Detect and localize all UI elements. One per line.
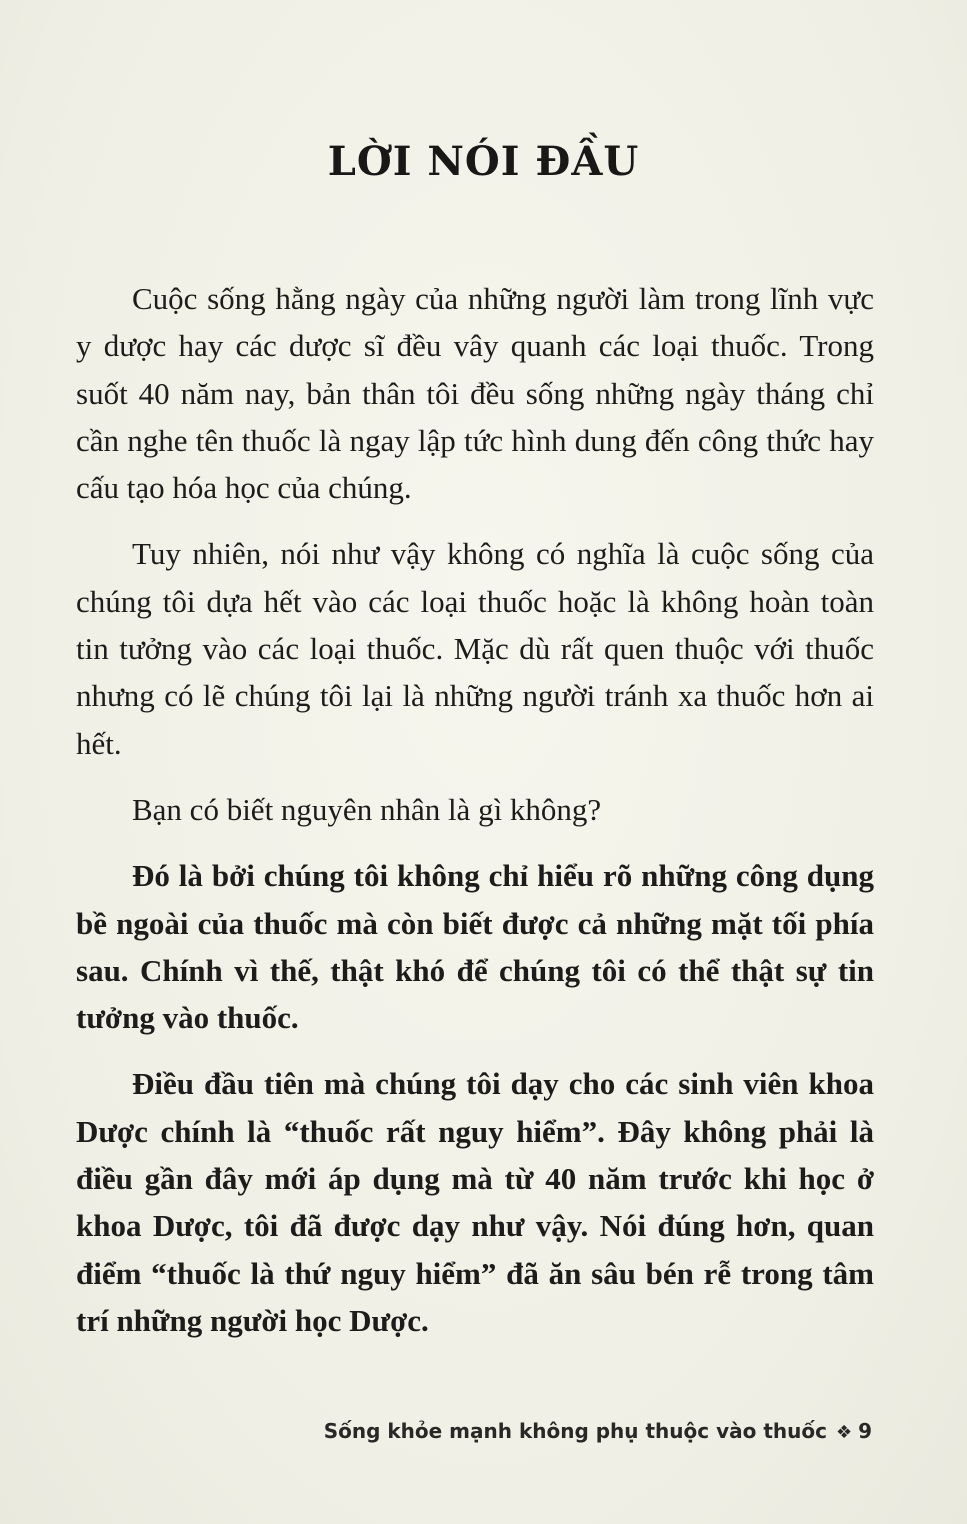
footer-book-title: Sống khỏe mạnh không phụ thuộc vào thuốc bbox=[323, 1419, 827, 1443]
paragraph-4-bold: Đó là bởi chúng tôi không chỉ hiểu rõ những công dụng bề ngoài của thuốc mà còn biết được cả những mặt tối phía sau. Chính vì thế, thật khó để chúng tôi có thể thật sự tin tưởng vào thuốc. bbox=[76, 858, 874, 1036]
four-diamond-ornament-icon: ❖ bbox=[835, 1422, 853, 1443]
running-footer bbox=[324, 1419, 872, 1443]
paragraph-2: Tuy nhiên, nói như vậy không có nghĩa là cuộc sống của chúng tôi dựa hết vào các loại thuốc hoặc là không hoàn toàn tin tưởng vào các loại thuốc. Mặc dù rất quen thuộc với thuốc nhưng có lẽ chúng tôi lại là những người tránh xa thuốc hơn ai hết. bbox=[76, 536, 874, 761]
paragraph-1: Cuộc sống hằng ngày của những người làm trong lĩnh vực y dược hay các dược sĩ đều vây quanh các loại thuốc. Trong suốt 40 năm nay, bản thân tôi đều sống những ngày tháng chỉ cần nghe tên thuốc là ngay lập tức hình dung đến công thức hay cấu tạo hóa học của chúng. bbox=[76, 281, 874, 506]
chapter-heading: LỜI NÓI ĐẦU bbox=[327, 138, 640, 185]
paragraph-5-bold: Điều đầu tiên mà chúng tôi dạy cho các sinh viên khoa Dược chính là “thuốc rất nguy hiểm”. Đây không phải là điều gần đây mới áp dụng mà từ 40 năm trước khi học ở khoa Dược, tôi đã được dạy như vậy. Nói đúng hơn, quan điểm “thuốc là thứ nguy hiểm” đã ăn sâu bén rễ trong tâm trí những người học Dược. bbox=[76, 1066, 874, 1338]
page-number: 9 bbox=[858, 1419, 872, 1443]
paragraph-3: Bạn có biết nguyên nhân là gì không? bbox=[132, 791, 602, 827]
body-text bbox=[76, 275, 874, 1363]
